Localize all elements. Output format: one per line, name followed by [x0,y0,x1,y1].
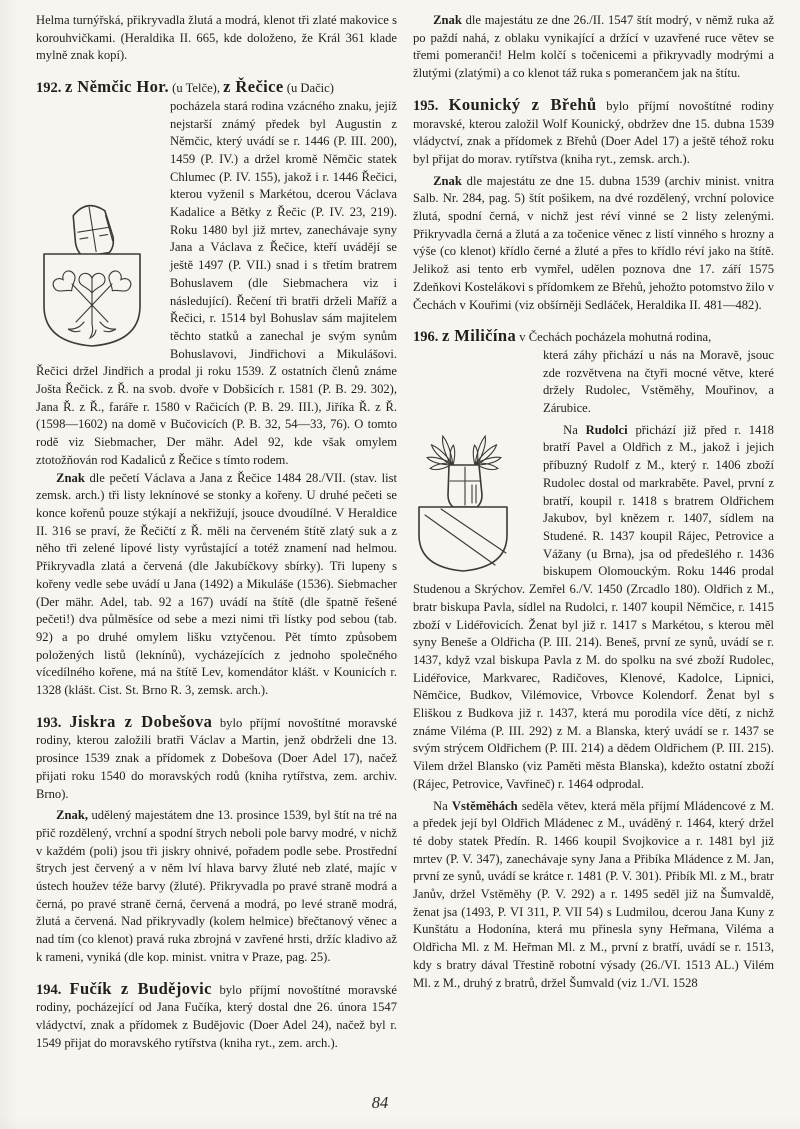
entry-number: 194. [36,981,70,998]
entry-193 [36,713,397,804]
bend-shield-illustration [413,419,513,575]
lily-shield-illustration [36,204,148,350]
bold-text-segment: Znak [56,470,85,485]
text-segment: dle majestátu ze dne 15. dubna 1539 (archiv minist. vnitra Salb. Nr. 284, pag. 5) štít pošikem, na dvé rozdělený, vrchní polovice žlutá, spodní černá, v nichž jest réví vinné se 2 listy zelenými. Přikryvadla černá a žlutá a za točenice věnec z listí vinného s hrozny a výše (co klenot) křídlo černé a žluté a přes to křídlo réví jako na štítě. Jelikož asi tento erb vymřel, udělen poznova dne 17. září 1575 Zdeňkovi Kostelákovi s přídomkem ze Břehů, jehožto potomstvo žilo v Čechách v Kouřimi (viz obšírněji Sedláček, Heraldika II. 481—482). [413,173,774,312]
znak-paragraph-194 [413,12,774,83]
shield-bend-float [413,347,531,575]
shield-lily-float [36,98,158,350]
text-segment: Na [433,798,452,813]
text-segment: (u Dačic) [283,81,334,96]
page-number: 84 [371,1093,389,1112]
text-segment: seděla větev, která měla příjmí Mládencové z M. a předek její byl Oldřich Mládenec z M., uváděný r. 1464, který držel té doby statek Předín. R. 1466 koupil Svojkovice a r. 1481 byl již mrtev (P. V. 347), zanechávaje syny Jana a Přibíka Mládence z M. Jan, první ze synů, uvádí se krátce r. 1481 (P. V. 301). Přibík Ml. z M., bratr Janův, držel Vstěměhy (P. V. 292) a r. 1495 seděl již na Šumvaldě, ženat jsa (1493, P. VI 311, P. VII 54) s Ludmilou, dcerou Jana Kuny z Kunštátu a Hodonína, která mu přinesla syny Heřmana, Viléma a Oldřicha Ml. z M. Heřman Ml. z M., první z bratří, uvádí se r. 1513, kdy s bratry dával Třestině robotní výsady (26./VI. 1513 AL.) Vilém Ml. z M., druhý z bratrů, držel Šumvald (viz 1./VI. 1528 [413,798,774,990]
bold-text-segment: Znak [433,173,462,188]
text-segment: Na [563,422,586,437]
entry-number: 193. [36,714,70,731]
vstemehy-paragraph [413,798,774,993]
left-column [36,12,397,1070]
bold-text-segment: Vstěměhách [451,798,518,813]
entry-195 [413,96,774,169]
bold-text-segment: Rudolci [585,422,628,437]
great-helm-icon [70,204,115,258]
entry-194 [36,980,397,1053]
entry-name: Jiskra z Dobešova [69,711,213,731]
znak-paragraph-193 [36,807,397,966]
text-columns [36,12,774,1070]
entry-name: Fučík z Budějovic [69,978,212,998]
text-segment: v Čechách pocházela mohutná rodina, [516,330,712,345]
entry-body-196 [413,347,774,418]
text-segment: pocházela stará rodina vzácného znaku, jejíž nejstarší známý předek byl Augustin z Němčic, který uvádí se r. 1446 (P. III. 200), 1459 (P. IV.) a držel kromě Němčic statek Chlumec (P. IV. 155), jakož i r. 1446 Řečici, kterou vyženil s Markétou, dcerou Václava Kadalice a Bětky z Řečic (P. IV. 23, 219). Roku 1480 byl již mrtev, zanechávaje syny Jana a Václava z Řečice, kteří uvádějí se ještě 1497 (P. VII.) snad i s třetím bratrem Bohuslavem (dle Siebmachera viz i následující). Řečení tři bratři drželi Maříž a Řečici, r. 1514 byl Bohuslav sám majitelem těchto statků a zanechal je svým synům Bohuslavovi, Jindřichovi a Mikulášovi. Řečici držel Jindřich a prodal ji roku 1539. Z ostatních členů známe Jošta Řečick. z Ř. na svob. dvoře v Dobšicích r. 1581 (P. B. 29. 302), Jana Ř. z Ř., faráře r. 1580 v Račicích (P. B. 29. III.), Jiříka Ř. z Ř. (1598—1602) na domě v Bučovicích (P. B. 32, 54—33, 76). O tomto rodě viz Siebmacher, Der mähr. Adel 92, kde však omylem ztotožňován rod Kadaliců z Řečice s tímto rodem. [36,98,397,467]
right-column [413,12,774,1070]
entry-number: 196. [413,329,442,346]
entry-number: 195. [413,97,449,114]
text-segment: (u Telče), [169,81,224,96]
bold-text-segment: Znak, [56,808,89,823]
entry-name: z Řečice [223,77,284,97]
text-segment: bylo příjmí novoštítné moravské rodiny, kterou založili bratři Václav a Martin, jenž obdrželi dne 13. prosince 1539 znak a přídomek z Dobešova (Doer Adel 17), načež přijati roku 1540 do moravských rodů (kniha rytířstva, zem. archiv. Brno). [36,715,397,801]
entry-name: z Miličína [442,326,517,346]
entry-name: Kounický z Břehů [448,94,597,114]
text-segment: bylo příjmí novoštítné rodiny moravské, kterou založil Wolf Kounický, obdržev dne 15. dubna 1539 vládyctví, znak a přídomek z Břehů (Doer Adel 17) a ještě téhož roku byl přijat do morav. rytířstva (kniha ryt., zemsk. arch.). [413,98,774,166]
text-segment: bylo příjmí novoštítné moravské rodiny, pocházející od Jana Fučíka, který dostal dne 26. února 1547 vládyctví, znak a přídomek z Budějovic (Doer Adel 24), načež byl r. 1549 přijat do moravského rytířstva (kniha ryt., zem. arch.). [36,982,397,1050]
bold-text-segment: Znak [433,13,462,27]
text-segment: dle majestátu ze dne 26./II. 1547 štít modrý, v němž ruka až po paždí nahá, z oblaku vynikající a držící v uzavřené ruce větev se třemi pomeranči! Helm kolčí s točenicemi a přikryvadly modrými a žlutými (zlatými) a co klenot táž ruka s pomerančem jak na štítu. [413,13,774,81]
great-helm-icon [448,465,482,507]
entry-heading-192 [36,78,397,98]
text-segment: dle pečetí Václava a Jana z Řečice 1484 28./VII. (stav. list zemsk. arch.) tři listy leknínové se stonky a kořeny. U druhé pečeti se konce kořenů pouze stýkají a nekřižují, jsouce dvoudílné. V Heraldice II. 316 se praví, že Řečičtí z Ř. měli na červeném štítě zlatý suk a z něho tři zelené lipové listy vyrůstající a totéž znamení nad helmou. Přikryvadla zlatá a červená (dle Jakubíčkovy sbírky). Tři lupeny s kořeny vedle sebe uvádí u Jana (1492) a Mikuláše (1536). Siebmacher (Der mähr. Adel, tab. 92 a 167) uvádí na štítě (dle špatně řešené pečeti!) dva půlměsíce od sebe a mezi nimi tři lístky pod sebou (tab. 92) a po druhé omylem lišku vztyčenou. Pět tímto způsobem položených listů (leknínů), vycházejících z jednoho společného vícedílného kořene, má na štítě Lev, komendátor klášt. v Kounicích r. 1328 (klášt. Cist. St. Brno R. 3, zemsk. arch.). [36,470,397,698]
entry-name: z Němčic Hor. [65,77,170,97]
text-segment: Helma turnýřská, přikryvadla žlutá a modrá, klenot tři zlaté makovice s korouhvičkami. (Heraldika II. 665, kde doloženo, že Král 361 klade mylně znak kopí). [36,13,397,63]
znak-paragraph-195 [413,173,774,315]
continuation-paragraph [36,12,397,65]
entry-heading-196 [413,327,774,347]
entry-number: 192. [36,80,65,97]
entry-body-192 [36,98,397,470]
shield-icon [419,507,507,571]
text-segment: přichází již před r. 1418 bratří Pavel a Oldřich z M., jakož i jejich příbuzný Rudolf z M., který r. 1406 zboží Rudolec dostal od markraběte. Pavel, první z bratří, koupil r. 1418 s bratrem Oldřichem Jakubov, byl knězem r. 1407, sídlem na Studené. R. 1437 koupil Rájec, Petrovice a Vážany (u Brna), jsa od předešlého r. 1436 biskupem Olomouckým. Roku 1446 prodal Studenou a Skrýchov. Zemřel 6./V. 1450 (Zrcadlo 180). Oldřich z M., bratr biskupa Pavla, sídlel na Rudolci, r. 1407 koupil Němčice, r. 1415 zboží v Lidéřovicích. Ženat byl již r. 1417 s Markétou, s kterou měl syny Beneše a Oldřicha (P. III. 214). Beneš, první ze synů, uvádí se r. 1437, když vzal biskupa Pavla z M. do spolku na své zboží Rudolec, Lidéřovice, Markvarec, Radičoves, Klenové, Kadolce, Lipnici, Němčice, Budkov, Vilémovice, Vrbovce Kolendorf. Ženat byl s Eliškou z Budkova již r. 1437, která mu porodila více dětí, z nichž známe Viléma (P. III. 292) z M. a Blanska, který uvádí se r. 1437 se svým strýcem Oldřichem (P. III. 214) a dědem Oldřichem (P. III. 215). Vilem držel Blansko (viz Paměti města Blanska), kdežto ostatní zboží (Rájec, Petrovice, Vavřineč) r. 1464 odprodal. [413,422,774,791]
text-segment: která záhy přichází u nás na Moravě, jsouc zde rozvětvena na čtyři mocné větve, které držely Rudolec, Vstěměhy, Mouřinov, a Zárubice. [543,347,774,416]
znak-paragraph-192 [36,470,397,700]
text-segment: udělený majestátem dne 13. prosince 1539, byl štít na tré na přič rozdělený, vrchní a spodní štrych neboli pole barvy modré, v nichž v každém (poli) jsou tři jiskry ohnivé, pořadem podle sebe. Prostřední štrych jest červený a v něm lví hlava barvy žluté neb zlaté, majíc v ústech houžev téže barvy (žluté). Přikryvadla po pravé straně modrá a černá, po pravé straně černá, červená a modrá, po levé straně modrá, žlutá a červená. Nad přikryvadly (kolem helmice) břečtanový věnec a nad tím (co klenot) pravá ruka zbrojná v zavřené hrsti, držíc kladivo až k rameni, vyniká (dle kop. minist. vnitra v Praze, pag. 25). [36,808,397,964]
